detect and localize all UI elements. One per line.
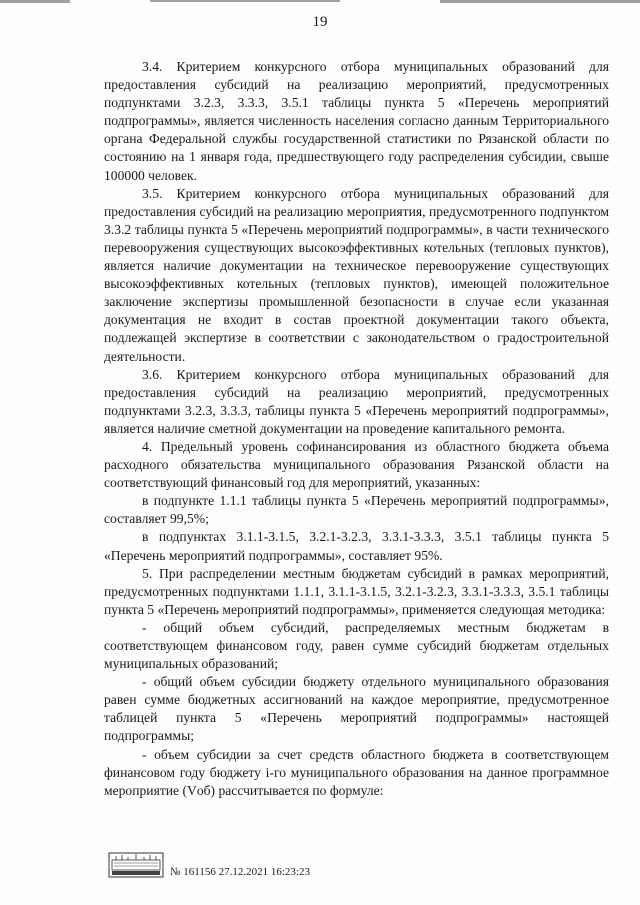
paragraph-4-item-1: в подпункте 1.1.1 таблицы пункта 5 «Перечень мероприятий подпрограммы», составляет 99,5%; <box>104 493 609 527</box>
document-registration-stamp: № 161156 27.12.2021 16:23:23 <box>170 866 310 878</box>
paragraph-5: 5. При распределении местным бюджетам субсидий в рамках мероприятий, предусмотренных подпунктами 1.1.1, 3.1.1-3.1.5, 3.2.1-3.2.3, 3.3.1-3.3.3, 3.5.1 таблицы пункта 5 «Перечень мероприятий подпрограммы», применяется следующая методика: <box>104 565 609 617</box>
scan-edge-mark <box>150 0 340 2</box>
page-footer <box>108 852 588 892</box>
registry-seal-icon <box>108 852 164 878</box>
paragraph-5-item-2: - общий объем субсидии бюджету отдельного муниципального образования равен сумме бюджетных ассигнований на каждое мероприятие, предусмотренное таблицей пункта 5 «Перечень мероприятий подпрограммы» настоящей подпрограммы; <box>104 674 609 744</box>
page-number: 19 <box>312 14 328 30</box>
paragraph-3-4: 3.4. Критерием конкурсного отбора муниципальных образований для предоставления субсидий на реализацию мероприятий, предусмотренных подпунктами 3.2.3, 3.3.3, 3.5.1 таблицы пункта 5 «Перечень мероприятий подпрограммы», является численность населения согласно данным Территориального органа Федеральной службы государственной статистики по Рязанской области по состоянию на 1 января года, предшествующего году распределения субсидии, свыше 100000 человек. <box>104 59 609 183</box>
scan-edge-mark <box>0 0 70 3</box>
paragraph-3-5: 3.5. Критерием конкурсного отбора муниципальных образований для предоставления субсидий на реализацию мероприятия, предусмотренного подпунктом 3.3.2 таблицы пункта 5 «Перечень мероприятий подпрограммы», в части технического перевооружения существующих высокоэффективных котельных (тепловых пунктов), является наличие документации на техническое перевооружение существующих высокоэффективных котельных (тепловых пунктов), имеющей положительное заключение экспертизы промышленной безопасности в случае если указанная документация не входит в состав проектной документации такого объекта, подлежащей экспертизе в соответствии с законодательством о градостроительной деятельности. <box>104 185 609 364</box>
paragraph-5-item-3: - объем субсидии за счет средств областного бюджета в соответствующем финансовом году бюджету i-го муниципального образования на данное программное мероприятие (Vоб) рассчитывается по формуле: <box>104 746 609 798</box>
paragraph-3-6: 3.6. Критерием конкурсного отбора муниципальных образований для предоставления субсидий на реализацию мероприятий, предусмотренных подпунктами 3.2.3, 3.3.3, таблицы пункта 5 «Перечень мероприятий подпрограммы», является наличие сметной документации на проведение капитального ремонта. <box>104 366 609 436</box>
paragraph-4-item-2: в подпунктах 3.1.1-3.1.5, 3.2.1-3.2.3, 3.3.1-3.3.3, 3.5.1 таблицы пункта 5 «Перечень мероприятий подпрограммы», составляет 95%. <box>104 529 609 563</box>
paragraph-4: 4. Предельный уровень софинансирования из областного бюджета объема расходного обязательства муниципального образования Рязанской области на соответствующий финансовый год для мероприятий, указанных: <box>104 438 609 491</box>
document-body <box>104 58 609 800</box>
scan-edge-mark <box>440 0 640 3</box>
paragraph-5-item-1: - общий объем субсидий, распределяемых местным бюджетам в соответствующем финансовом году, равен сумме субсидий бюджетам отдельных муниципальных образований; <box>104 619 609 672</box>
